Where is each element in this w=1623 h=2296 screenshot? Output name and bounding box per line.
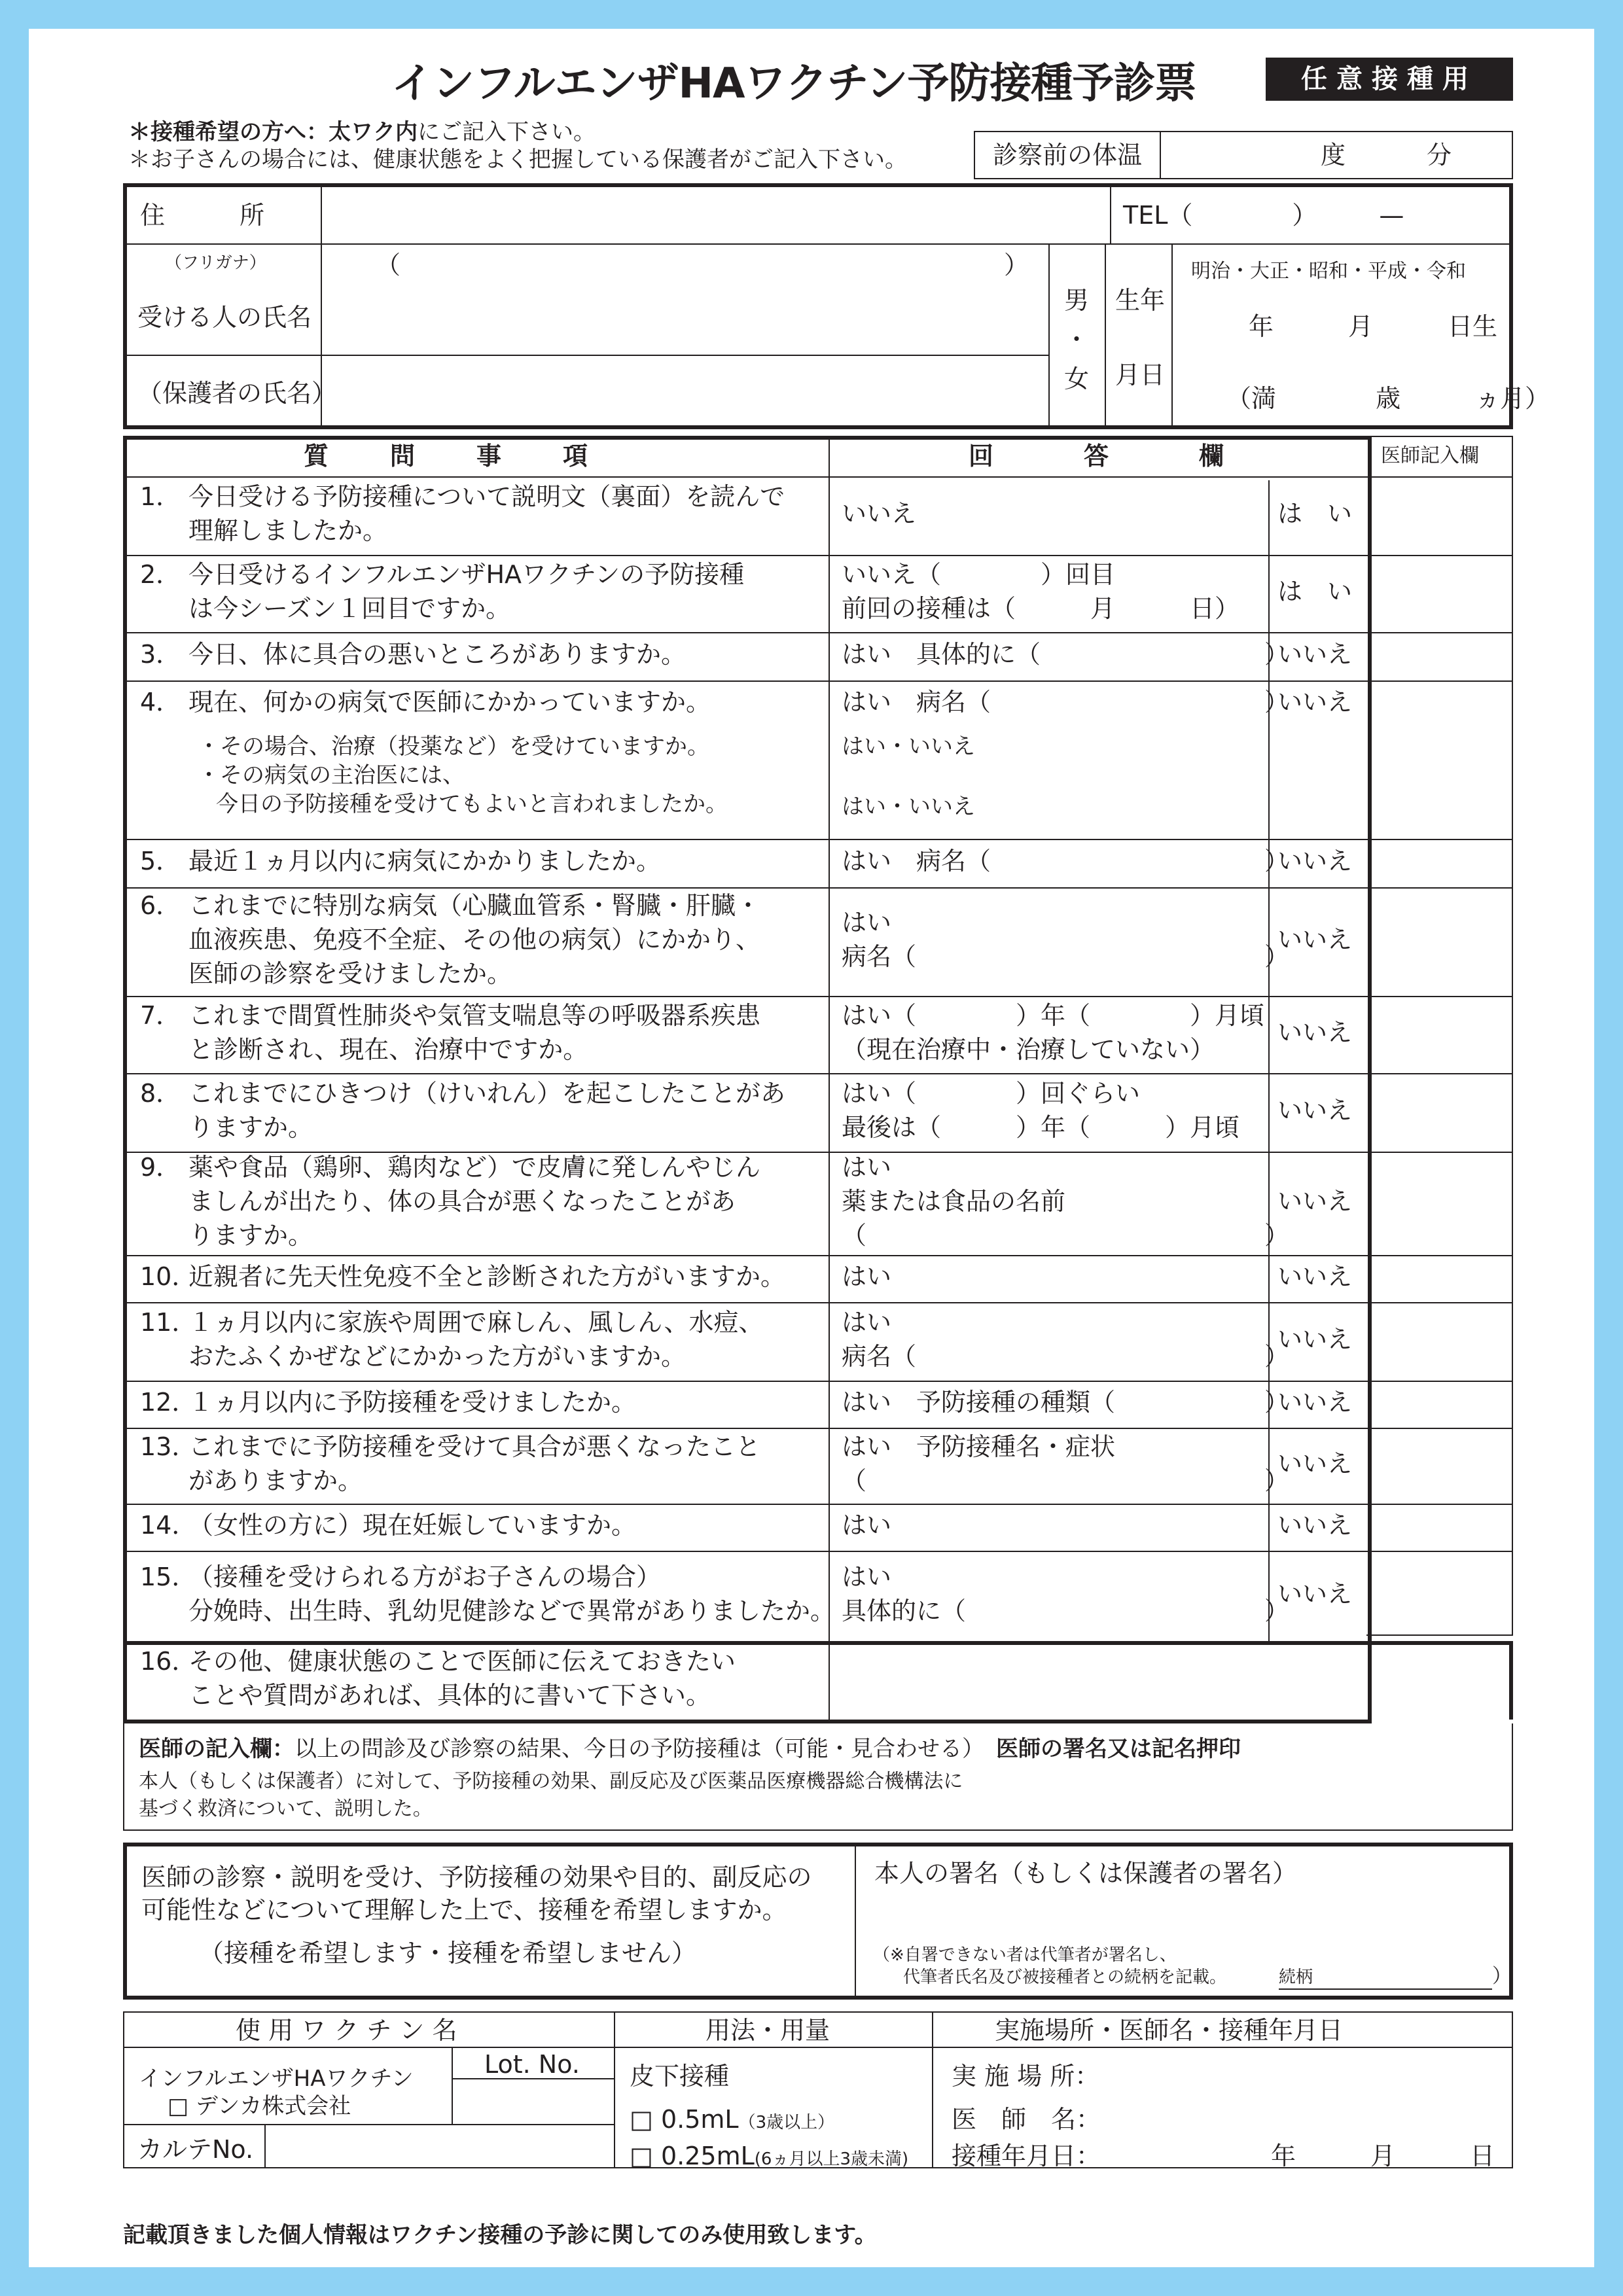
guardian-name-label: （保護者の氏名） xyxy=(137,379,337,408)
answer-alternative[interactable]: いいえ xyxy=(1277,1511,1353,1540)
signature-note-2: 代筆者氏名及び被接種者との続柄を記載。 xyxy=(903,1968,1227,1987)
question-text: 理解しましたか。 xyxy=(188,516,388,545)
questions-header: 質 問 事 項 xyxy=(304,442,592,470)
answer-option[interactable]: はい 予防接種名・症状 xyxy=(842,1432,1116,1461)
vaccine-name-header: 使 用 ワ ク チ ン 名 xyxy=(236,2016,457,2045)
question-text: りますか。 xyxy=(188,1113,313,1142)
question-number: 1． xyxy=(140,482,181,511)
birth-label-2: 月日 xyxy=(1115,361,1166,389)
question-number: 7． xyxy=(140,1001,181,1030)
row-divider xyxy=(127,632,1513,633)
guardian-name-input[interactable] xyxy=(323,357,1046,425)
divider xyxy=(127,476,1513,478)
signature-label: 本人の署名（もしくは保護者の署名） xyxy=(874,1859,1298,1888)
tel-field[interactable]: TEL（ ） — xyxy=(1123,201,1404,230)
personal-info-section xyxy=(123,183,1550,429)
question-text: １ヵ月以内に予防接種を受けましたか。 xyxy=(188,1388,637,1417)
answer-alternative[interactable]: いいえ xyxy=(1277,1325,1353,1354)
questionnaire-content xyxy=(127,440,1513,1720)
row-divider xyxy=(127,1255,1513,1256)
doctor-remark-label: 医師の記入欄： xyxy=(139,1736,294,1762)
dose-quarter-checkbox[interactable] xyxy=(630,2141,908,2172)
dose-quarter-note: (6ヵ月以上3歳未満) xyxy=(754,2149,909,2169)
doctor-remark-text[interactable]: 以上の問診及び診察の結果、今日の予防接種は（可能・見合わせる） xyxy=(294,1736,984,1762)
answer-alternative[interactable]: は い xyxy=(1277,577,1353,606)
answer-alternative[interactable]: は い xyxy=(1277,499,1353,528)
divider xyxy=(614,2013,615,2167)
question-subitem: ・その場合、治療（投薬など）を受けていますか。 xyxy=(198,733,709,760)
answer-alternative[interactable]: いいえ xyxy=(1277,1449,1353,1478)
row-divider xyxy=(127,1428,1513,1429)
answer-option[interactable]: 前回の接種は（ 月 日） xyxy=(842,594,1240,623)
sex-dot: ・ xyxy=(1064,325,1090,354)
answer-option[interactable]: はい xyxy=(842,1511,892,1540)
row-divider xyxy=(127,996,1513,997)
answer-option[interactable]: はい xyxy=(842,908,892,937)
answer-alternative[interactable]: いいえ xyxy=(1277,688,1353,716)
question-text: ましんが出たり、体の具合が悪くなったことがあ xyxy=(188,1187,736,1216)
divider xyxy=(1509,1641,1513,1720)
instruction-note-2: ＊お子さんの場合には、健康状態をよく把握している保護者がご記入下さい。 xyxy=(128,147,907,173)
answer-alternative[interactable]: いいえ xyxy=(1277,1262,1353,1291)
form-title: インフルエンザHAワクチン予防接種予診票 xyxy=(391,60,1196,108)
divider xyxy=(127,243,1509,245)
era-options[interactable]: 明治・大正・昭和・平成・令和 xyxy=(1191,260,1466,283)
row-divider xyxy=(127,1504,1513,1505)
consent-question-2: 可能性などについて理解した上で、接種を希望しますか。 xyxy=(141,1896,787,1924)
question-number: 9． xyxy=(140,1153,181,1182)
question-text: これまでに特別な病気（心臓血管系・腎臓・肝臓・ xyxy=(188,891,761,920)
consent-section xyxy=(123,1843,1513,2000)
question-subitem: 今日の予防接種を受けてもよいと言われましたか。 xyxy=(216,791,728,817)
consent-choice[interactable]: （接種を希望します・接種を希望しません） xyxy=(199,1939,697,1968)
row-divider xyxy=(127,1381,1513,1382)
karte-label: カルテNo. xyxy=(137,2135,254,2164)
lot-number-input[interactable] xyxy=(453,2079,613,2123)
divider xyxy=(124,2047,1512,2048)
divider xyxy=(932,2013,933,2167)
instruction-rest: にご記入下さい。 xyxy=(418,119,596,145)
answer-option[interactable]: はい xyxy=(842,1308,892,1337)
divider xyxy=(1110,187,1111,243)
question-text: （女性の方に）現在妊娠していますか。 xyxy=(188,1511,637,1540)
answer-option[interactable]: 具体的に（ ） xyxy=(842,1597,1290,1625)
answer-option[interactable]: はい 予防接種の種類（ ） xyxy=(842,1388,1290,1417)
divider xyxy=(855,1846,856,1996)
question-number: 10． xyxy=(140,1262,197,1291)
answer-option[interactable]: はい xyxy=(842,1153,892,1182)
question-number: 12． xyxy=(140,1388,197,1417)
question-text: 最近１ヵ月以内に病気にかかりましたか。 xyxy=(188,847,662,875)
question-text: おたふくかぜなどにかかった方がいますか。 xyxy=(188,1342,687,1371)
row-divider xyxy=(127,1073,1513,1074)
question-text: 血液疾患、免疫不全症、その他の病気）にかかり、 xyxy=(188,925,761,954)
answer-option[interactable]: はい 病名（ ） xyxy=(842,688,1290,716)
answer-alternative[interactable]: いいえ xyxy=(1277,1096,1353,1125)
dose-quarter-label: □ 0.25mL xyxy=(630,2142,755,2170)
question-text: 今日、体に具合の悪いところがありますか。 xyxy=(188,640,687,669)
question-number: 6． xyxy=(140,891,181,920)
question-text: 薬や食品（鶏卵、鶏肉など）で皮膚に発しんやじん xyxy=(188,1153,761,1182)
question-text: （接種を受けられる方がお子さんの場合） xyxy=(188,1563,662,1591)
free-text-input[interactable] xyxy=(831,1645,1509,1717)
furigana-open-paren: （ xyxy=(376,251,401,279)
question-text: 今日受けるインフルエンザHAワクチンの予防接種 xyxy=(188,560,745,589)
karte-input[interactable] xyxy=(266,2125,613,2167)
temperature-label: 診察前の体温 xyxy=(975,132,1161,178)
doctor-column-header: 医師記入欄 xyxy=(1381,444,1479,467)
divider xyxy=(127,355,1048,356)
question-text: これまでにひきつけ（けいれん）を起こしたことがあ xyxy=(188,1079,786,1108)
question-text: ことや質問があれば、具体的に書いて下さい。 xyxy=(188,1681,711,1710)
signature-note-1: （※自署できない者は代筆者が署名し、 xyxy=(873,1945,1177,1965)
row-divider xyxy=(127,680,1513,682)
question-number: 14． xyxy=(140,1511,197,1540)
question-text: 医師の診察を受けましたか。 xyxy=(188,959,512,988)
answer-option[interactable]: （ ） xyxy=(842,1466,1290,1495)
question-text: １ヵ月以内に家族や周囲で麻しん、風しん、水痘、 xyxy=(188,1308,764,1337)
signature-input[interactable] xyxy=(859,1892,1509,1945)
recipient-name-label: 受ける人の氏名 xyxy=(137,303,312,332)
row-divider xyxy=(127,839,1513,840)
instruction-bold: ＊接種希望の方へ：太ワク内 xyxy=(128,119,418,145)
signature-note-close: ） xyxy=(1492,1965,1512,1988)
answer-option[interactable]: 病名（ ） xyxy=(842,1342,1290,1371)
address-input[interactable] xyxy=(323,188,1107,242)
answer-option[interactable]: （現在治療中・治療していない） xyxy=(842,1035,1215,1064)
birth-label-1: 生年 xyxy=(1115,286,1166,315)
location-header: 実施場所・医師名・接種年月日 xyxy=(995,2016,1344,2045)
dosage-header: 用法・用量 xyxy=(705,2016,830,2045)
furigana-label: （フリガナ） xyxy=(165,253,266,273)
route-label: 皮下接種 xyxy=(630,2062,730,2091)
answer-alternative[interactable]: いいえ xyxy=(1277,1187,1353,1216)
question-text: これまで間質性肺炎や気管支喘息等の呼吸器系疾患 xyxy=(188,1001,761,1030)
question-number: 11． xyxy=(140,1308,197,1337)
answer-option[interactable]: （ ） xyxy=(842,1221,1290,1250)
answer-option[interactable]: 薬または食品の名前 xyxy=(842,1187,1066,1216)
question-subitem: ・その病気の主治医には、 xyxy=(198,762,465,788)
question-number: 4． xyxy=(140,688,181,716)
answers-header: 回 答 欄 xyxy=(969,442,1228,470)
question-number: 16． xyxy=(140,1647,197,1676)
answer-option[interactable]: いいえ xyxy=(842,499,917,528)
dose-half-checkbox[interactable] xyxy=(630,2104,834,2136)
privacy-note: 記載頂きました個人情報はワクチン接種の予診に関してのみ使用致します。 xyxy=(123,2222,877,2248)
doctor-remark-line2: 本人（もしくは保護者）に対して、予防接種の効果、副反応及び医薬品医療機器総合機構法に xyxy=(139,1770,963,1793)
relation-field[interactable]: 続柄 xyxy=(1279,1967,1492,1990)
question-number: 15． xyxy=(140,1563,197,1591)
question-text: 分娩時、出生時、乳幼児健診などで異常がありましたか。 xyxy=(188,1597,836,1625)
row-divider xyxy=(127,887,1513,889)
furigana-close-paren: ） xyxy=(1004,251,1029,279)
question-number: 8． xyxy=(140,1079,181,1108)
doctor-sign-label: 医師の署名又は記名押印 xyxy=(996,1736,1241,1762)
place-label[interactable]: 実 施 場 所： xyxy=(952,2062,1100,2091)
vaccine-name: インフルエンザHAワクチン xyxy=(139,2066,414,2092)
question-text: 現在、何かの病気で医師にかかっていますか。 xyxy=(188,688,711,716)
question-text: は今シーズン１回目ですか。 xyxy=(188,594,511,623)
consent-question-1: 医師の診察・説明を受け、予防接種の効果や目的、副反応の xyxy=(141,1863,812,1892)
divider xyxy=(1105,243,1106,425)
doctor-remark-line1 xyxy=(139,1735,1241,1763)
answer-alternative[interactable]: いいえ xyxy=(1277,847,1353,875)
age-field[interactable]: （満 歳 ヵ月） xyxy=(1226,384,1550,413)
dose-half-note: （3歳以上） xyxy=(738,2113,835,2132)
question-text: これまでに予防接種を受けて具合が悪くなったこと xyxy=(188,1432,761,1461)
temperature-degree: 度 xyxy=(1320,141,1346,169)
recipient-name-input[interactable] xyxy=(323,246,1046,353)
answer-option[interactable]: いいえ（ ）回目 xyxy=(842,560,1116,589)
answer-option[interactable]: はい xyxy=(842,1563,892,1591)
sex-male[interactable]: 男 xyxy=(1064,286,1090,315)
row-divider xyxy=(127,555,1513,556)
question-text: がありますか。 xyxy=(188,1466,363,1495)
temperature-field[interactable] xyxy=(974,131,1513,179)
vaccine-table xyxy=(123,2011,1513,2168)
answer-option[interactable]: はい（ ）回ぐらい xyxy=(842,1079,1141,1108)
answer-option[interactable]: はい（ ）年（ ）月頃 xyxy=(842,1001,1265,1030)
question-number: 2． xyxy=(140,560,181,589)
question-text: りますか。 xyxy=(188,1221,313,1250)
date-label[interactable]: 接種年月日： xyxy=(952,2142,1101,2170)
question-text: その他、健康状態のことで医師に伝えておきたい xyxy=(188,1647,736,1676)
question-number: 13． xyxy=(140,1432,197,1461)
answer-option[interactable]: はい 具体的に（ ） xyxy=(842,640,1290,669)
divider xyxy=(1171,243,1173,425)
answer-alternative[interactable]: いいえ xyxy=(1277,925,1353,954)
row-divider xyxy=(127,1302,1513,1303)
answer-alternative[interactable]: いいえ xyxy=(1277,640,1353,669)
answer-option[interactable]: 最後は（ ）年（ ）月頃 xyxy=(842,1113,1240,1142)
sub-answer-option[interactable]: はい・いいえ xyxy=(842,733,975,760)
question-number: 5． xyxy=(140,847,181,875)
doctor-remark-section xyxy=(123,1723,1513,1831)
answer-alternative[interactable]: いいえ xyxy=(1277,1388,1353,1417)
voluntary-badge: 任意接種用 xyxy=(1266,58,1513,101)
question-text: と診断され、現在、治療中ですか。 xyxy=(188,1035,588,1064)
question-text: 今日受ける予防接種について説明文（裏面）を読んで xyxy=(188,482,785,511)
sex-female[interactable]: 女 xyxy=(1064,364,1090,393)
address-label: 住 所 xyxy=(140,201,265,230)
answer-option[interactable]: はい xyxy=(842,1262,892,1291)
answer-option[interactable]: はい 病名（ ） xyxy=(842,847,1290,875)
dose-half-label: □ 0.5mL xyxy=(630,2105,739,2134)
divider xyxy=(1048,243,1050,425)
maker-checkbox[interactable]: □ デンカ株式会社 xyxy=(168,2093,351,2119)
doctor-name-label[interactable]: 医 師 名： xyxy=(952,2105,1101,2134)
doctor-remark-line3: 基づく救済について、説明した。 xyxy=(139,1797,433,1820)
row-divider xyxy=(127,1551,1513,1552)
birth-date-field[interactable]: 年 月 日生 xyxy=(1249,312,1498,341)
answer-alternative[interactable]: いいえ xyxy=(1277,1580,1353,1608)
lot-number-label: Lot. No. xyxy=(484,2050,580,2079)
temperature-minute: 分 xyxy=(1427,141,1452,169)
date-ymd[interactable]: 年 月 日 xyxy=(1271,2142,1495,2170)
question-number: 3． xyxy=(140,640,181,669)
answer-option[interactable]: 病名（ ） xyxy=(842,942,1290,971)
question-text: 近親者に先天性免疫不全と診断された方がいますか。 xyxy=(188,1262,786,1291)
sub-answer-option[interactable]: はい・いいえ xyxy=(842,794,975,820)
answer-alternative[interactable]: いいえ xyxy=(1277,1018,1353,1047)
